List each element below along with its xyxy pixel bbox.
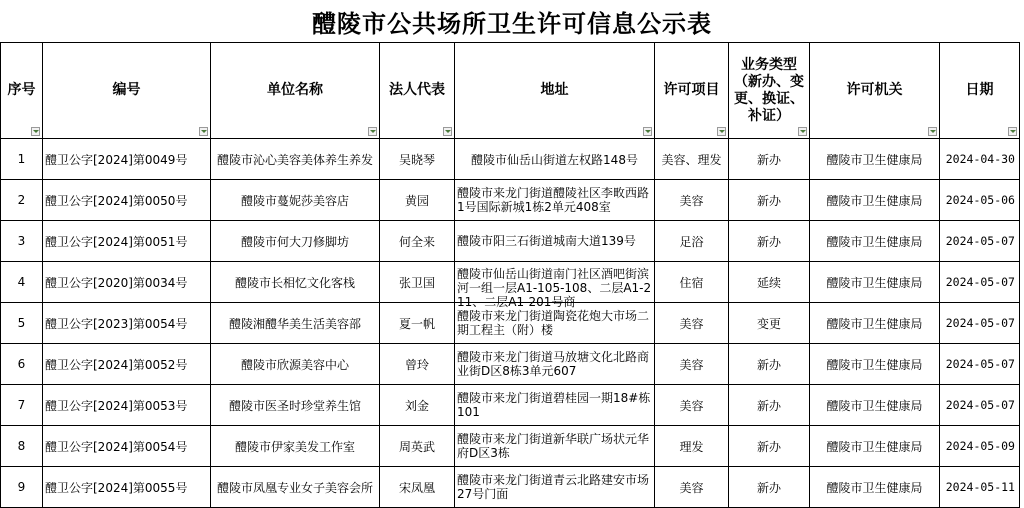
filter-dropdown-icon[interactable] <box>368 127 377 136</box>
cell-rep[interactable]: 张卫国 <box>380 262 455 303</box>
cell-item[interactable]: 足浴 <box>655 221 729 262</box>
cell-type[interactable]: 新办 <box>729 385 810 426</box>
cell-type[interactable]: 新办 <box>729 180 810 221</box>
cell-item[interactable]: 住宿 <box>655 262 729 303</box>
cell-item[interactable]: 美容 <box>655 385 729 426</box>
cell-org[interactable]: 醴陵市卫生健康局 <box>810 426 940 467</box>
cell-seq[interactable]: 6 <box>1 344 43 385</box>
cell-rep[interactable]: 何全来 <box>380 221 455 262</box>
cell-type[interactable]: 新办 <box>729 139 810 180</box>
cell-code[interactable]: 醴卫公字[2024]第0055号 <box>43 467 211 508</box>
cell-code[interactable]: 醴卫公字[2024]第0053号 <box>43 385 211 426</box>
header-code: 编号 <box>43 43 211 139</box>
cell-addr[interactable]: 醴陵市来龙门街道醴陵社区李畋西路1号国际新城1栋2单元408室 <box>455 180 655 221</box>
cell-code[interactable]: 醴卫公字[2024]第0050号 <box>43 180 211 221</box>
cell-unit[interactable]: 醴陵湘醴华美生活美容部 <box>211 303 380 344</box>
cell-unit[interactable]: 醴陵市伊家美发工作室 <box>211 426 380 467</box>
cell-addr[interactable]: 醴陵市仙岳山街道南门社区酒吧街滨河一组一层A1-105-108、二层A1-211、二层A1-201号商 <box>455 262 655 303</box>
page-title: 醴陵市公共场所卫生许可信息公示表 <box>312 8 712 38</box>
cell-org[interactable]: 醴陵市卫生健康局 <box>810 139 940 180</box>
cell-unit[interactable]: 醴陵市沁心美容美体养生养发 <box>211 139 380 180</box>
header-row <box>1 43 1020 139</box>
cell-org[interactable]: 醴陵市卫生健康局 <box>810 303 940 344</box>
cell-org[interactable]: 醴陵市卫生健康局 <box>810 180 940 221</box>
cell-addr[interactable]: 醴陵市仙岳山街道左权路148号 <box>455 139 655 180</box>
header-rep: 法人代表 <box>380 43 455 139</box>
cell-addr[interactable]: 醴陵市来龙门街道碧桂园一期18#栋101 <box>455 385 655 426</box>
cell-date[interactable]: 2024-05-07 <box>940 221 1020 262</box>
cell-seq[interactable]: 7 <box>1 385 43 426</box>
cell-date[interactable]: 2024-05-06 <box>940 180 1020 221</box>
cell-seq[interactable]: 8 <box>1 426 43 467</box>
cell-rep[interactable]: 宋凤凰 <box>380 467 455 508</box>
table-row[interactable] <box>1 221 1020 262</box>
cell-rep[interactable]: 刘金 <box>380 385 455 426</box>
cell-seq[interactable]: 3 <box>1 221 43 262</box>
cell-unit[interactable]: 醴陵市欣源美容中心 <box>211 344 380 385</box>
cell-item[interactable]: 美容、理发 <box>655 139 729 180</box>
header-item: 许可项目 <box>655 43 729 139</box>
table-row[interactable] <box>1 467 1020 508</box>
cell-type[interactable]: 变更 <box>729 303 810 344</box>
cell-seq[interactable]: 1 <box>1 139 43 180</box>
cell-type[interactable]: 新办 <box>729 467 810 508</box>
cell-date[interactable]: 2024-05-07 <box>940 303 1020 344</box>
filter-dropdown-icon[interactable] <box>31 127 40 136</box>
cell-seq[interactable]: 2 <box>1 180 43 221</box>
cell-seq[interactable]: 4 <box>1 262 43 303</box>
cell-seq[interactable]: 9 <box>1 467 43 508</box>
cell-rep[interactable]: 周英武 <box>380 426 455 467</box>
filter-dropdown-icon[interactable] <box>443 127 452 136</box>
header-date: 日期 <box>940 43 1020 139</box>
filter-dropdown-icon[interactable] <box>717 127 726 136</box>
table-row[interactable] <box>1 426 1020 467</box>
cell-date[interactable]: 2024-05-07 <box>940 385 1020 426</box>
cell-type[interactable]: 新办 <box>729 344 810 385</box>
cell-date[interactable]: 2024-05-09 <box>940 426 1020 467</box>
cell-unit[interactable]: 醴陵市凤凰专业女子美容会所 <box>211 467 380 508</box>
cell-type[interactable]: 延续 <box>729 262 810 303</box>
cell-rep[interactable]: 夏一帆 <box>380 303 455 344</box>
cell-code[interactable]: 醴卫公字[2024]第0049号 <box>43 139 211 180</box>
cell-date[interactable]: 2024-05-07 <box>940 344 1020 385</box>
cell-seq[interactable]: 5 <box>1 303 43 344</box>
cell-addr[interactable]: 醴陵市来龙门街道马放塘文化北路商业街D区8栋3单元607 <box>455 344 655 385</box>
cell-date[interactable]: 2024-05-07 <box>940 262 1020 303</box>
cell-item[interactable]: 理发 <box>655 426 729 467</box>
cell-rep[interactable]: 黄园 <box>380 180 455 221</box>
cell-type[interactable]: 新办 <box>729 426 810 467</box>
cell-rep[interactable]: 吴晓琴 <box>380 139 455 180</box>
filter-dropdown-icon[interactable] <box>643 127 652 136</box>
table-row[interactable] <box>1 385 1020 426</box>
table-row[interactable] <box>1 139 1020 180</box>
cell-item[interactable]: 美容 <box>655 180 729 221</box>
filter-dropdown-icon[interactable] <box>928 127 937 136</box>
cell-org[interactable]: 醴陵市卫生健康局 <box>810 467 940 508</box>
filter-dropdown-icon[interactable] <box>1008 127 1017 136</box>
header-seq: 序号 <box>1 43 43 139</box>
cell-code[interactable]: 醴卫公字[2024]第0054号 <box>43 426 211 467</box>
cell-rep[interactable]: 曾玲 <box>380 344 455 385</box>
cell-unit[interactable]: 醴陵市医圣时珍堂养生馆 <box>211 385 380 426</box>
cell-item[interactable]: 美容 <box>655 303 729 344</box>
table-row[interactable] <box>1 262 1020 303</box>
header-type: 业务类型（新办、变更、换证、补证） <box>729 43 810 139</box>
cell-org[interactable]: 醴陵市卫生健康局 <box>810 262 940 303</box>
cell-addr[interactable]: 醴陵市来龙门街道新华联广场状元华府D区3栋 <box>455 426 655 467</box>
cell-unit[interactable]: 醴陵市长相忆文化客栈 <box>211 262 380 303</box>
cell-date[interactable]: 2024-04-30 <box>940 139 1020 180</box>
cell-org[interactable]: 醴陵市卫生健康局 <box>810 221 940 262</box>
cell-addr[interactable]: 醴陵市来龙门街道青云北路建安市场27号门面 <box>455 467 655 508</box>
cell-code[interactable]: 醴卫公字[2024]第0051号 <box>43 221 211 262</box>
permit-table <box>0 42 1020 508</box>
cell-org[interactable]: 醴陵市卫生健康局 <box>810 344 940 385</box>
cell-item[interactable]: 美容 <box>655 467 729 508</box>
table-row[interactable] <box>1 344 1020 385</box>
table-row[interactable] <box>1 303 1020 344</box>
filter-dropdown-icon[interactable] <box>798 127 807 136</box>
cell-addr[interactable]: 醴陵市来龙门街道陶瓷花炮大市场二期工程主（附）楼 <box>455 303 655 344</box>
header-unit: 单位名称 <box>211 43 380 139</box>
cell-code[interactable]: 醴卫公字[2024]第0052号 <box>43 344 211 385</box>
cell-type[interactable]: 新办 <box>729 221 810 262</box>
cell-org[interactable]: 醴陵市卫生健康局 <box>810 385 940 426</box>
cell-item[interactable]: 美容 <box>655 344 729 385</box>
cell-unit[interactable]: 醴陵市蔓妮莎美容店 <box>211 180 380 221</box>
cell-addr[interactable]: 醴陵市阳三石街道城南大道139号 <box>455 221 655 262</box>
cell-date[interactable]: 2024-05-11 <box>940 467 1020 508</box>
cell-code[interactable]: 醴卫公字[2023]第0054号 <box>43 303 211 344</box>
header-addr: 地址 <box>455 43 655 139</box>
cell-code[interactable]: 醴卫公字[2020]第0034号 <box>43 262 211 303</box>
cell-unit[interactable]: 醴陵市何大刀修脚坊 <box>211 221 380 262</box>
filter-dropdown-icon[interactable] <box>199 127 208 136</box>
header-org: 许可机关 <box>810 43 940 139</box>
table-row[interactable] <box>1 180 1020 221</box>
